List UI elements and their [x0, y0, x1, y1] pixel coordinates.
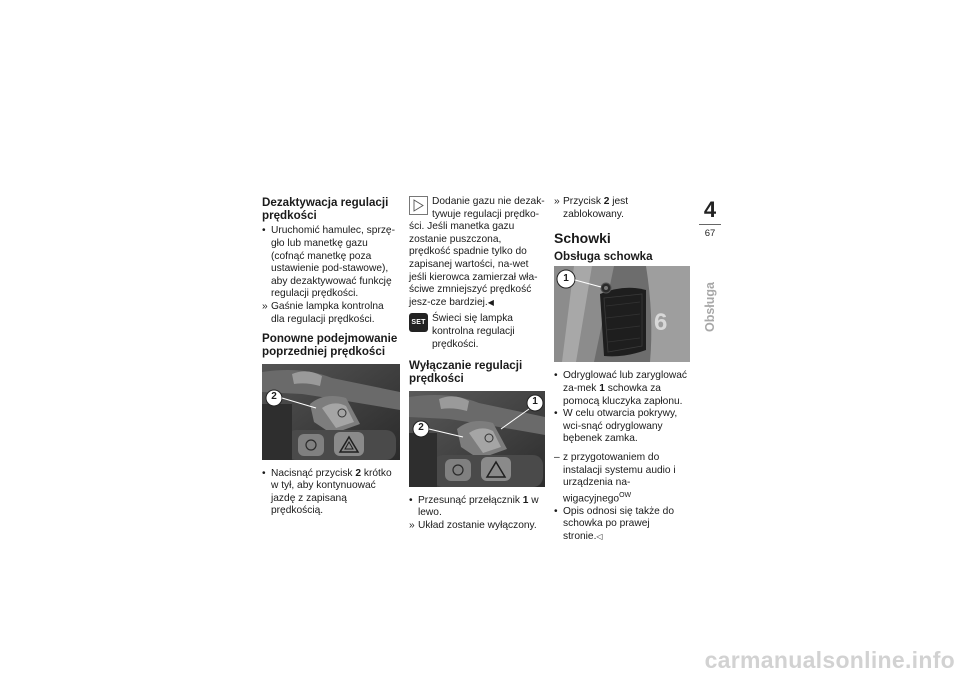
photo-storage-compartment: [554, 266, 690, 362]
photo-callout-2: 2: [271, 390, 277, 402]
heading-storage-operation: Obsługa schowka: [554, 250, 653, 264]
note-indicator: SET Świeci się lampka kontrolna regulacji prędkości.: [409, 313, 545, 351]
chapter-divider: [699, 224, 721, 225]
photo-handlebar-switch-off: [409, 391, 545, 487]
list-item: • Nacisnąć przycisk 2 krótko w tył, aby kontynuować jazdę z zapisaną prędkością.: [262, 467, 392, 517]
column-right: [554, 196, 690, 544]
list-deactivation: [262, 225, 400, 326]
heading-storage: Schowki: [554, 230, 611, 247]
list-item: » Przycisk 2 jest zablokowany.: [554, 196, 629, 220]
page-number: 67: [704, 228, 716, 239]
list-item: • Odryglować lub zaryglować za-mek 1 schowka za pomocą kluczyka zapłonu.: [554, 370, 688, 407]
play-triangle-icon: [409, 196, 428, 215]
list-item: – z przygotowaniem do instalacji systemu audio i urządzenia na-wigacyjnego$^{OW}$: [554, 451, 676, 505]
list-item: » Układ zostanie wyłączony.: [409, 519, 537, 531]
heading-deactivation: Dezaktywacja regulacji prędkości: [262, 196, 389, 223]
list-storage: [554, 370, 690, 446]
chapter-side-label: Obsługa: [703, 281, 717, 333]
list-item: • Opis odnosi się także do schowka po prawej stronie.◁: [554, 505, 674, 542]
list-optional: [554, 452, 690, 544]
photo-callout-1: 1: [532, 395, 538, 407]
list-item: • Przesunąć przełącznik 1 w lewo.: [409, 494, 539, 519]
heading-switch-off: Wyłączanie regulacji prędkości: [409, 359, 523, 386]
photo-handlebar-switch-resume: [262, 364, 400, 460]
photo-callout-2: 2: [418, 421, 424, 433]
note-throttle: Dodanie gazu nie dezak-tywuje regulacji prędko- ści. Jeśli manetka gazu zostanie puszczona, prędkość spadnie tylko do zapisanej wartości, na-wet jeśli kierowca zamierzał wła-ściwe zmniejszyć prędkość jesz-cze bardziej.◀: [409, 196, 545, 308]
end-mark-icon: ◁: [596, 531, 603, 541]
chapter-number: 4: [703, 197, 717, 222]
list-button-locked: [554, 196, 690, 221]
watermark: carmanualsonline.info: [704, 647, 955, 673]
list-item: » Gaśnie lampka kontrolna dla regulacji prędkości.: [262, 300, 384, 325]
end-mark-icon: ◀: [487, 297, 494, 307]
svg-text:6: 6: [654, 309, 668, 337]
list-item: • Uruchomić hamulec, sprzę-gło lub manetkę gazu (cofnąć manetkę poza ustawienie pod-stawowe), aby dezaktywować funkcję regulacji prędkości.: [262, 225, 395, 300]
column-left: [262, 196, 400, 518]
list-switch-off: [409, 495, 545, 533]
heading-resume-speed: Ponowne podejmowanie poprzedniej prędkości: [262, 332, 398, 359]
column-middle: [409, 196, 545, 532]
photo-callout-1: 1: [563, 273, 569, 285]
chapter-marker: [699, 198, 721, 239]
list-resume: [262, 468, 400, 518]
option-code: OW: [619, 491, 632, 499]
set-indicator-icon: SET: [409, 313, 428, 332]
list-item: • W celu otwarcia pokrywy, wci-snąć odryglowany bębenek zamka.: [554, 408, 678, 445]
